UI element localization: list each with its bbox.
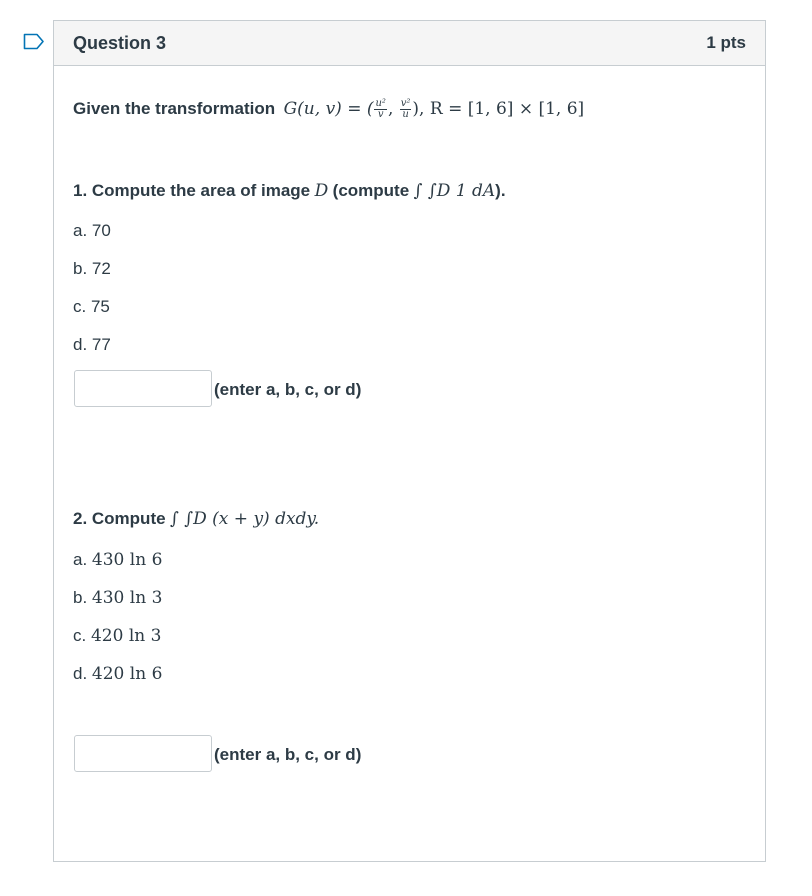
transformation-formula bbox=[284, 99, 585, 119]
option-letter: d. bbox=[73, 664, 88, 683]
formula-sep: , bbox=[387, 99, 394, 119]
option-letter: a. bbox=[73, 550, 88, 569]
part1-answer-input[interactable] bbox=[74, 370, 212, 407]
part1-prompt-prefix: 1. Compute the area of image bbox=[73, 181, 311, 200]
flag-question-icon[interactable] bbox=[23, 33, 45, 50]
frac2-den: u bbox=[402, 109, 409, 120]
part2-prompt bbox=[73, 509, 319, 529]
option-letter: c. bbox=[73, 626, 87, 645]
formula-lhs: G(u, v) = ( bbox=[283, 99, 374, 119]
part2-prompt-prefix: 2. Compute bbox=[73, 509, 166, 528]
part2-option-c bbox=[73, 626, 161, 646]
part1-option-b bbox=[73, 259, 111, 279]
option-letter: c. bbox=[73, 297, 87, 316]
option-value: 70 bbox=[91, 221, 111, 240]
frac1-den: v bbox=[377, 109, 384, 120]
option-letter: b. bbox=[73, 259, 88, 278]
part2-prompt-math: ∫ ∫D (x + y) dxdy. bbox=[170, 509, 320, 529]
part1-hint: (enter a, b, c, or d) bbox=[214, 380, 362, 399]
fraction-v2-over-u bbox=[400, 99, 412, 120]
question-header bbox=[54, 21, 765, 66]
option-value: 75 bbox=[90, 297, 110, 316]
option-value: 77 bbox=[91, 335, 111, 354]
part2-hint: (enter a, b, c, or d) bbox=[214, 745, 362, 764]
formula-rhs: ), R = [1, 6] × [1, 6] bbox=[412, 99, 585, 119]
part1-option-a bbox=[73, 221, 111, 241]
option-value: 430 ln 3 bbox=[91, 588, 163, 608]
part1-option-d bbox=[73, 335, 111, 355]
option-value: 420 ln 6 bbox=[91, 664, 163, 684]
option-value: 72 bbox=[91, 259, 111, 278]
fraction-u2-over-v bbox=[374, 99, 386, 120]
part1-prompt-mid: (compute bbox=[332, 181, 410, 200]
part2-answer-input[interactable] bbox=[74, 735, 212, 772]
question-points: 1 pts bbox=[706, 33, 746, 52]
intro-text: Given the transformation bbox=[73, 99, 276, 118]
option-value: 430 ln 6 bbox=[91, 550, 163, 570]
frac2-num: v² bbox=[400, 98, 411, 109]
part1-prompt-var: D bbox=[314, 181, 329, 201]
part1-prompt bbox=[73, 181, 506, 201]
option-letter: b. bbox=[73, 588, 88, 607]
frac1-num: u² bbox=[375, 98, 386, 109]
option-value: 420 ln 3 bbox=[90, 626, 162, 646]
question-title: Question 3 bbox=[73, 32, 167, 53]
question-card bbox=[53, 20, 766, 862]
option-letter: a. bbox=[73, 221, 88, 240]
part1-option-c bbox=[73, 297, 110, 317]
part2-option-a bbox=[73, 550, 162, 570]
part1-prompt-suffix: ). bbox=[495, 181, 506, 200]
part2-option-b bbox=[73, 588, 162, 608]
intro-line bbox=[73, 99, 584, 120]
option-letter: d. bbox=[73, 335, 88, 354]
part2-option-d bbox=[73, 664, 162, 684]
part1-prompt-math: ∫ ∫D 1 dA bbox=[413, 181, 496, 201]
